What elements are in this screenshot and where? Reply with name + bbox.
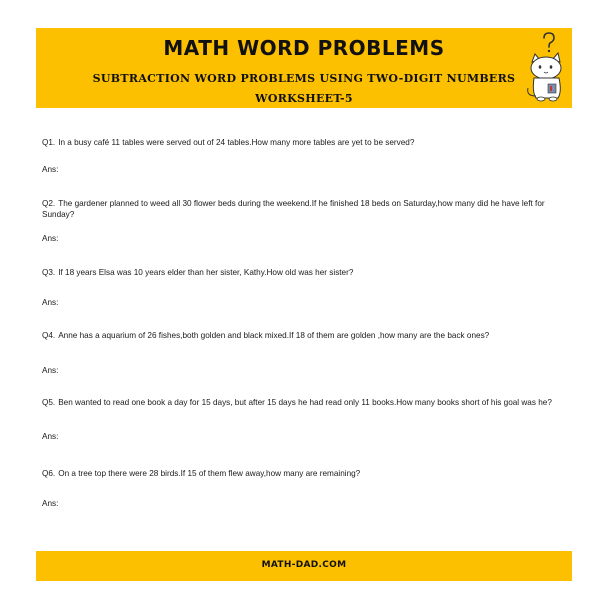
question-6: [42, 469, 572, 480]
question-number: Q6.: [42, 469, 56, 478]
footer-banner: [36, 551, 572, 581]
question-2: [42, 199, 572, 220]
question-text: On a tree top there were 28 birds.If 15 of them flew away,how many are remaining?: [58, 469, 361, 478]
question-text: The gardener planned to weed all 30 flower beds during the weekend.If he finished 18 beds on Saturday,how many did he have left for Sunday?: [42, 199, 545, 219]
question-text: In a busy café 11 tables were served out of 24 tables.How many more tables are yet to be served?: [58, 138, 415, 147]
answer-label: Ans:: [42, 432, 59, 441]
answer-label: Ans:: [42, 165, 59, 174]
question-text: Ben wanted to read one book a day for 15 days, but after 15 days he had read only 11 books.How many books short of his goal was he?: [58, 398, 552, 407]
answer-label: Ans:: [42, 499, 59, 508]
worksheet-number: WORKSHEET-5: [255, 92, 353, 105]
footer-site-name: MATH-DAD.COM: [261, 560, 347, 570]
answer-label: Ans:: [42, 366, 59, 375]
question-4: [42, 331, 572, 342]
question-5: [42, 398, 572, 409]
cat-with-question-mark-icon: [522, 32, 570, 104]
question-number: Q4.: [42, 331, 56, 340]
question-text: Anne has a aquarium of 26 fishes,both golden and black mixed.If 18 of them are golden ,how many are the back ones?: [58, 331, 490, 340]
answer-label: Ans:: [42, 298, 59, 307]
page-title: MATH WORD PROBLEMS: [163, 36, 445, 60]
question-number: Q2.: [42, 199, 56, 208]
question-3: [42, 268, 572, 279]
page-subtitle: SUBTRACTION WORD PROBLEMS USING TWO-DIGIT NUMBERS: [92, 72, 516, 85]
question-1: [42, 138, 572, 149]
question-number: Q3.: [42, 268, 56, 277]
question-text: If 18 years Elsa was 10 years elder than her sister, Kathy.How old was her sister?: [58, 268, 354, 277]
header-banner: [36, 28, 572, 108]
answer-label: Ans:: [42, 234, 59, 243]
question-number: Q1.: [42, 138, 56, 147]
question-number: Q5.: [42, 398, 56, 407]
